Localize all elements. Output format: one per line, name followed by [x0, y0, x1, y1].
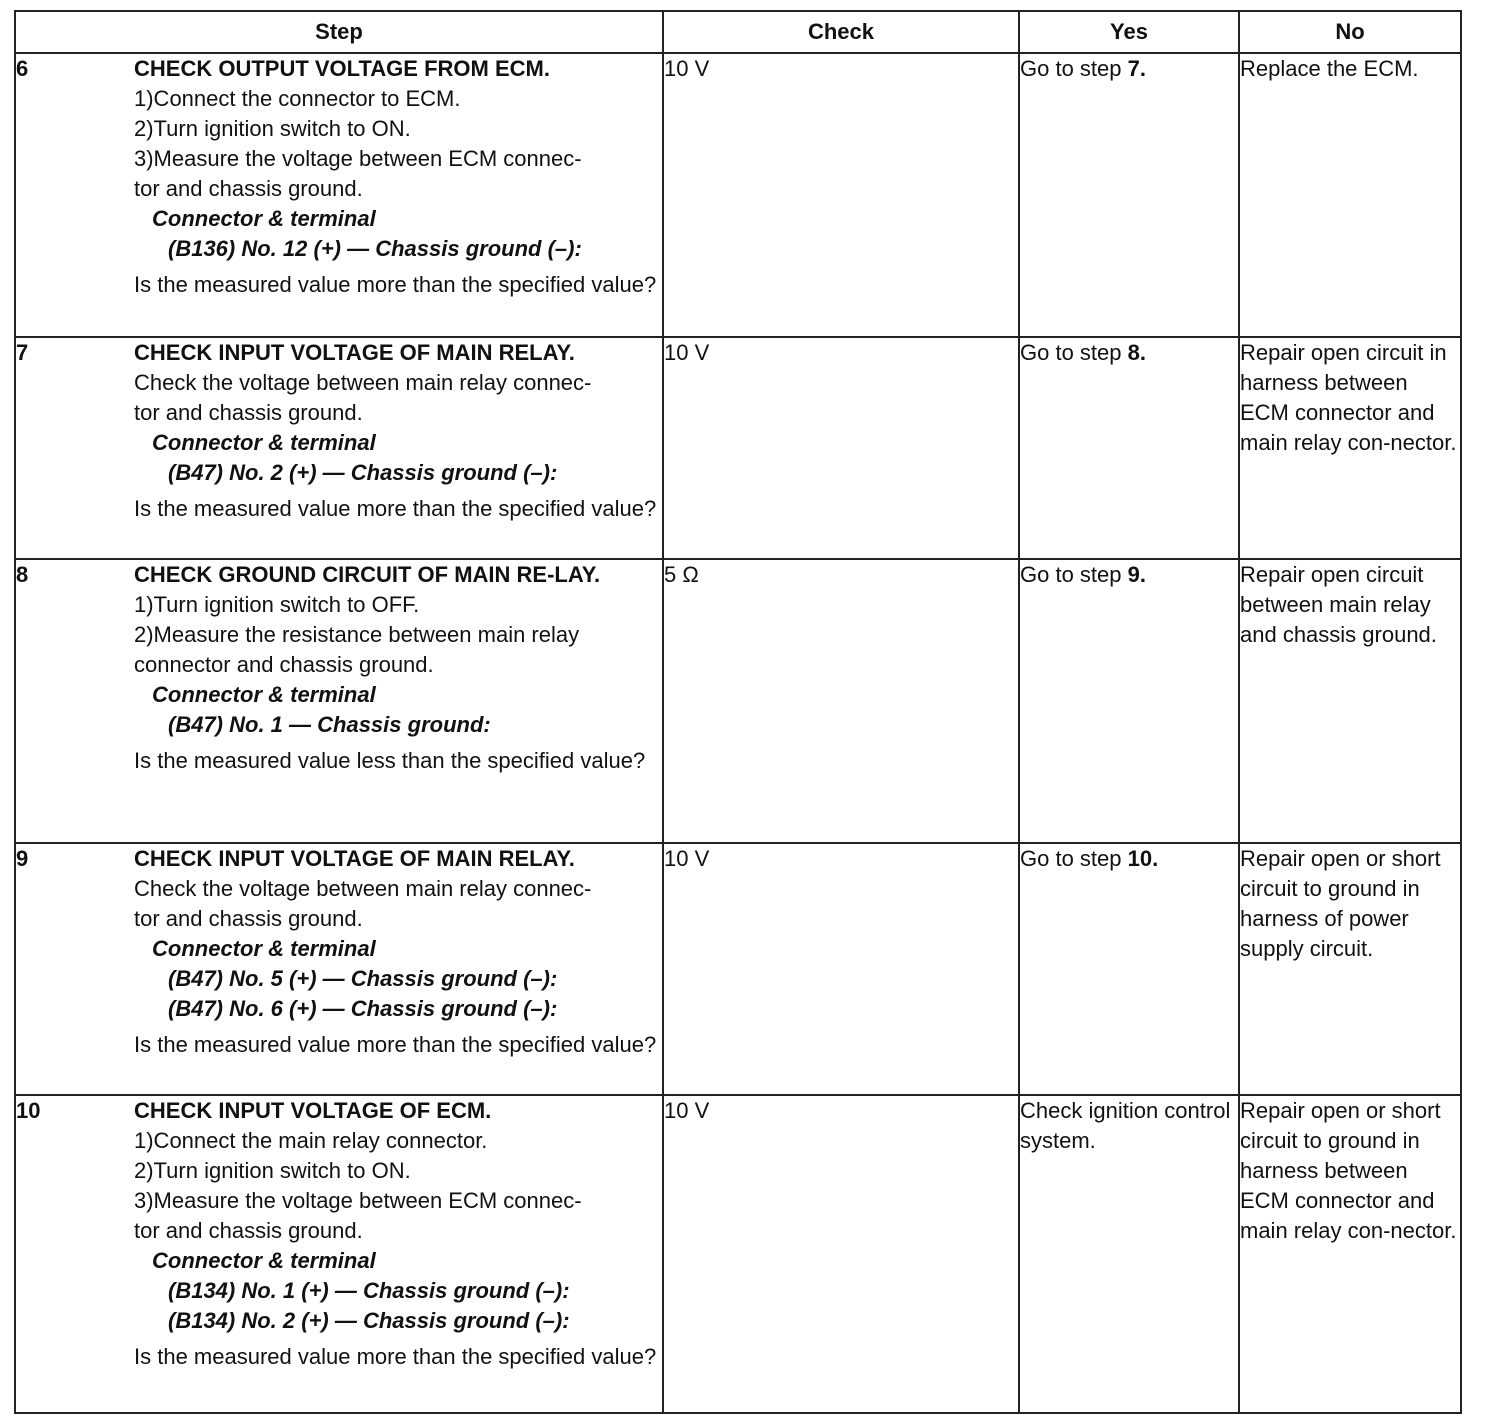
- no-action: Repair open or short circuit to ground in harness of power supply circuit.: [1239, 843, 1461, 1095]
- connector-heading: Connector & terminal: [152, 1248, 376, 1273]
- step-wrap: [16, 338, 662, 524]
- table-header-row: [15, 11, 1461, 53]
- step-instruction: 2)Turn ignition switch to ON.: [134, 1158, 411, 1183]
- step-instruction: 1)Turn ignition switch to OFF.: [134, 592, 420, 617]
- step-cell: [15, 53, 663, 337]
- step-number: 7: [16, 340, 29, 365]
- yes-step-number: 10.: [1127, 846, 1159, 871]
- yes-step-number: 7.: [1127, 56, 1146, 81]
- diagnostic-table: [14, 10, 1462, 1414]
- no-action: Repair open circuit between main relay and chassis ground.: [1239, 559, 1461, 843]
- table-row: [15, 1095, 1461, 1413]
- check-value: 10 V: [663, 53, 1019, 337]
- step-instruction: Check the voltage between main relay connec-: [134, 370, 592, 395]
- step-question: Is the measured value more than the specified value?: [134, 496, 657, 521]
- step-instruction: 2)Turn ignition switch to ON.: [134, 116, 411, 141]
- step-title: CHECK OUTPUT VOLTAGE FROM ECM.: [134, 56, 550, 81]
- step-instruction: connector and chassis ground.: [134, 652, 434, 677]
- yes-prefix: Go to step: [1020, 846, 1128, 871]
- step-question: Is the measured value more than the specified value?: [134, 1344, 657, 1369]
- check-value: 5 Ω: [663, 559, 1019, 843]
- step-title: CHECK GROUND CIRCUIT OF MAIN RE-LAY.: [134, 562, 601, 587]
- no-action: Replace the ECM.: [1239, 53, 1461, 337]
- yes-action: [1019, 559, 1239, 843]
- yes-step-number: 9.: [1127, 562, 1146, 587]
- yes-prefix: Go to step: [1020, 340, 1128, 365]
- step-instruction: 1)Connect the main relay connector.: [134, 1128, 488, 1153]
- step-instruction: tor and chassis ground.: [134, 1218, 363, 1243]
- step-instruction: Check the voltage between main relay connec-: [134, 876, 592, 901]
- terminal-spec: (B47) No. 6 (+) — Chassis ground (–):: [168, 996, 558, 1021]
- step-body: [134, 54, 662, 300]
- terminal-spec: (B136) No. 12 (+) — Chassis ground (–):: [168, 236, 582, 261]
- step-instruction: tor and chassis ground.: [134, 906, 363, 931]
- terminal-spec: (B134) No. 2 (+) — Chassis ground (–):: [168, 1308, 570, 1333]
- yes-prefix: Go to step: [1020, 562, 1128, 587]
- step-instruction: 3)Measure the voltage between ECM connec-: [134, 1188, 582, 1213]
- terminal-spec: (B47) No. 5 (+) — Chassis ground (–):: [168, 966, 558, 991]
- connector-heading: Connector & terminal: [152, 936, 376, 961]
- step-number: 8: [16, 562, 29, 587]
- step-cell: [15, 1095, 663, 1413]
- check-value: 10 V: [663, 1095, 1019, 1413]
- step-instruction: 1)Connect the connector to ECM.: [134, 86, 461, 111]
- step-wrap: [16, 844, 662, 1060]
- header-no: No: [1239, 11, 1461, 53]
- header-yes: Yes: [1019, 11, 1239, 53]
- step-cell: [15, 337, 663, 559]
- step-wrap: [16, 560, 662, 776]
- step-instruction: 3)Measure the voltage between ECM connec-: [134, 146, 582, 171]
- step-instruction: tor and chassis ground.: [134, 176, 363, 201]
- check-value: 10 V: [663, 843, 1019, 1095]
- no-action: Repair open circuit in harness between ECM connector and main relay con-nector.: [1239, 337, 1461, 559]
- step-body: [134, 560, 662, 776]
- terminal-spec: (B47) No. 1 — Chassis ground:: [168, 712, 491, 737]
- check-value: 10 V: [663, 337, 1019, 559]
- step-question: Is the measured value more than the specified value?: [134, 272, 657, 297]
- step-cell: [15, 843, 663, 1095]
- step-title: CHECK INPUT VOLTAGE OF ECM.: [134, 1098, 492, 1123]
- terminal-spec: (B47) No. 2 (+) — Chassis ground (–):: [168, 460, 558, 485]
- step-instruction: 2)Measure the resistance between main relay: [134, 622, 580, 647]
- step-wrap: [16, 1096, 662, 1372]
- step-instruction: tor and chassis ground.: [134, 400, 363, 425]
- step-body: [134, 338, 662, 524]
- table-row: [15, 559, 1461, 843]
- step-question: Is the measured value less than the specified value?: [134, 748, 646, 773]
- header-step: Step: [15, 11, 663, 53]
- yes-action: [1019, 53, 1239, 337]
- yes-action: [1019, 337, 1239, 559]
- step-title: CHECK INPUT VOLTAGE OF MAIN RELAY.: [134, 846, 575, 871]
- step-question: Is the measured value more than the specified value?: [134, 1032, 657, 1057]
- step-wrap: [16, 54, 662, 300]
- table-body: [15, 53, 1461, 1413]
- table-row: [15, 53, 1461, 337]
- header-check: Check: [663, 11, 1019, 53]
- step-body: [134, 1096, 662, 1372]
- connector-heading: Connector & terminal: [152, 430, 376, 455]
- no-action: Repair open or short circuit to ground in harness between ECM connector and main relay con-nector.: [1239, 1095, 1461, 1413]
- step-number: 6: [16, 56, 29, 81]
- yes-prefix: Check ignition control system.: [1020, 1098, 1231, 1153]
- step-number: 9: [16, 846, 29, 871]
- table-row: [15, 337, 1461, 559]
- step-cell: [15, 559, 663, 843]
- yes-step-number: 8.: [1127, 340, 1146, 365]
- step-number: 10: [16, 1098, 41, 1123]
- terminal-spec: (B134) No. 1 (+) — Chassis ground (–):: [168, 1278, 570, 1303]
- yes-prefix: Go to step: [1020, 56, 1128, 81]
- connector-heading: Connector & terminal: [152, 206, 376, 231]
- yes-action: [1019, 843, 1239, 1095]
- connector-heading: Connector & terminal: [152, 682, 376, 707]
- table-row: [15, 843, 1461, 1095]
- yes-action: [1019, 1095, 1239, 1413]
- step-body: [134, 844, 662, 1060]
- step-title: CHECK INPUT VOLTAGE OF MAIN RELAY.: [134, 340, 575, 365]
